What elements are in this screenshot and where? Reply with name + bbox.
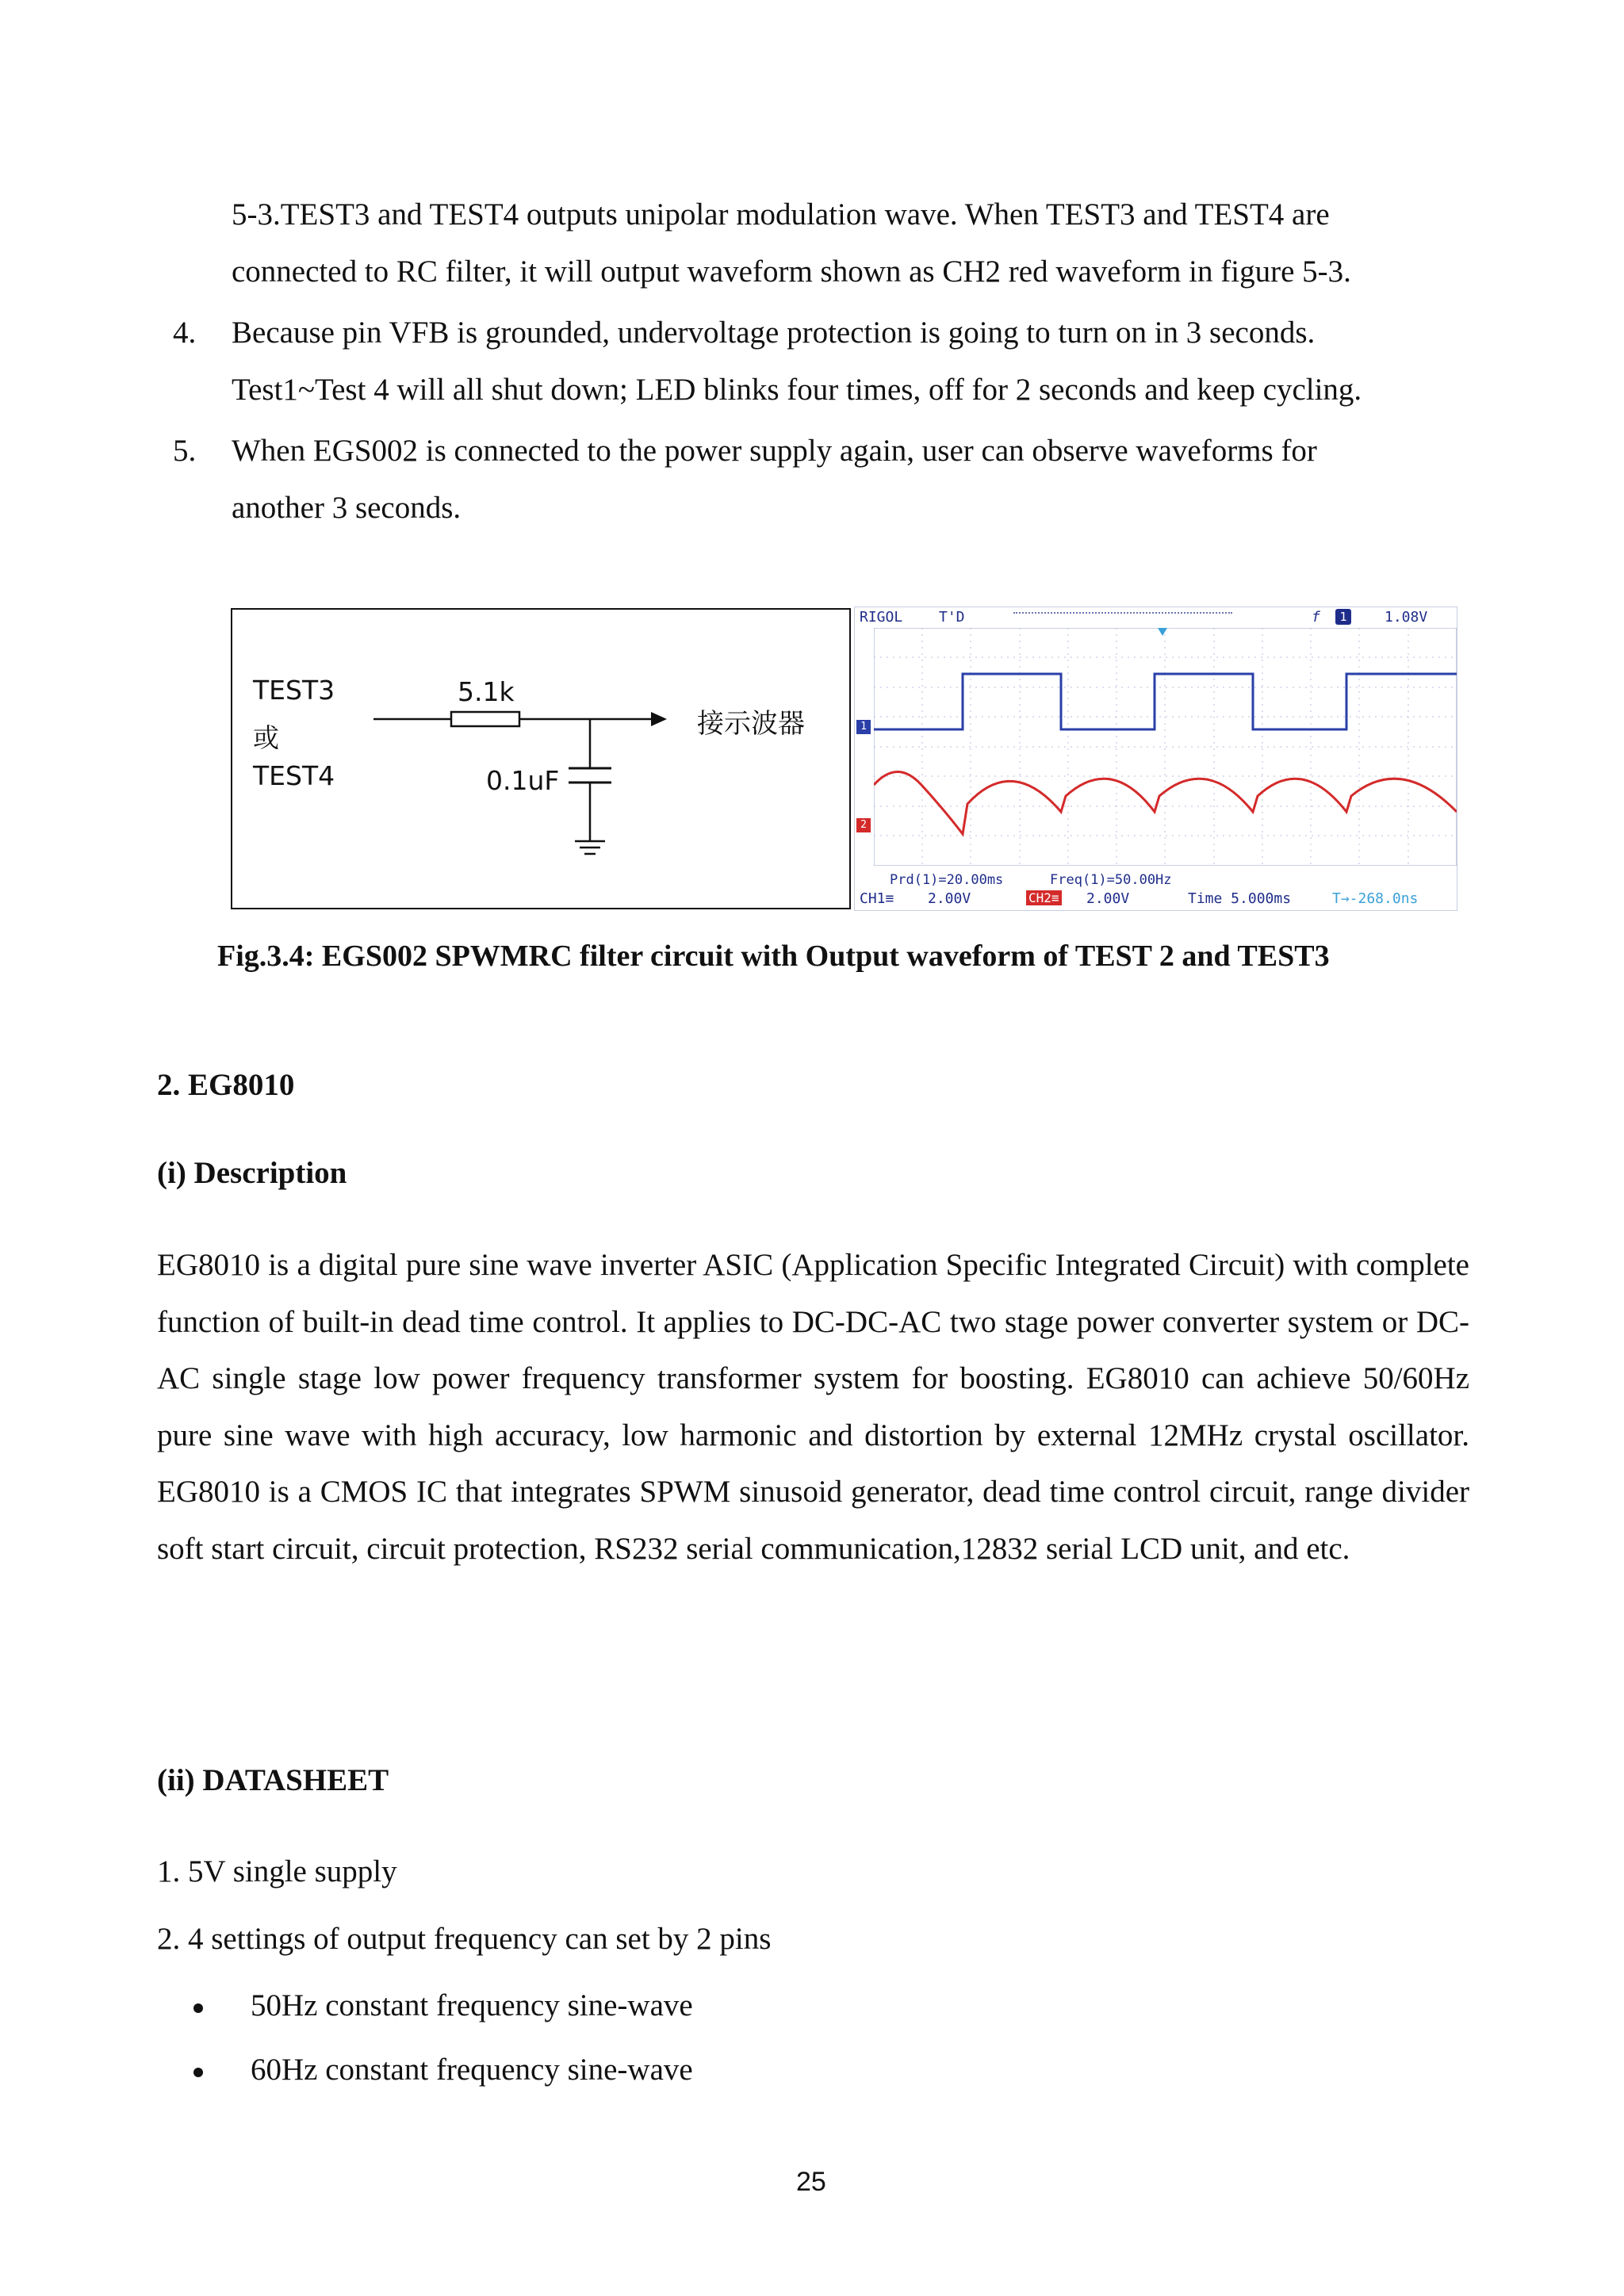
datasheet-item-1: 1. 5V single supply bbox=[157, 1854, 397, 1888]
rc-filter-schematic bbox=[232, 610, 849, 908]
scope-brand: RIGOL bbox=[860, 609, 903, 626]
scope-trigger-edge: f bbox=[1312, 609, 1320, 626]
oscilloscope-screenshot bbox=[854, 607, 1457, 911]
bullet-item-2: 60Hz constant frequency sine-wave bbox=[251, 2053, 693, 2087]
list-item-5-line-2: another 3 seconds. bbox=[232, 491, 462, 525]
page-number: 25 bbox=[796, 2167, 826, 2197]
ch2-label: CH2≡ bbox=[1026, 890, 1062, 905]
period-readout: Prd(1)=20.00ms bbox=[890, 872, 1004, 888]
ch1-scale: 2.00V bbox=[928, 890, 971, 907]
circuit-diagram-box bbox=[231, 608, 851, 909]
circuit-input-label-test4: TEST4 bbox=[253, 760, 335, 791]
trigger-offset-readout: T→-268.0ns bbox=[1332, 890, 1419, 907]
timebase-readout: Time 5.000ms bbox=[1188, 890, 1292, 907]
capacitor-value-label: 0.1uF bbox=[486, 765, 560, 796]
section-title: 2. EG8010 bbox=[157, 1068, 295, 1102]
intro-line-2: connected to RC filter, it will output waveform shown as CH2 red waveform in figure 5-3. bbox=[232, 254, 1351, 289]
ch2-scale: 2.00V bbox=[1086, 890, 1130, 907]
list-item-4-line-1: Because pin VFB is grounded, undervoltage protection is going to turn on in 3 seconds. bbox=[232, 316, 1316, 350]
bullet-item-1: 50Hz constant frequency sine-wave bbox=[251, 1988, 693, 2022]
figure-caption: Fig.3.4: EGS002 SPWMRC filter circuit with Output waveform of TEST 2 and TEST3 bbox=[217, 939, 1330, 973]
bullet-dot-1 bbox=[193, 2003, 203, 2013]
circuit-input-label-test3: TEST3 bbox=[253, 675, 335, 706]
scope-trigger-level: 1.08V bbox=[1385, 609, 1428, 626]
scope-trigger-channel-badge: 1 bbox=[1335, 609, 1351, 625]
resistor-symbol bbox=[451, 712, 519, 726]
circuit-input-label-or: 或 bbox=[253, 722, 279, 753]
ch1-label: CH1≡ bbox=[860, 890, 894, 907]
list-item-4-line-2: Test1~Test 4 will all shut down; LED blinks four times, off for 2 seconds and keep cycling. bbox=[232, 373, 1362, 407]
datasheet-item-2: 2. 4 settings of output frequency can set by 2 pins bbox=[157, 1922, 772, 1956]
ch1-ground-marker: 1 bbox=[856, 720, 871, 734]
resistor-value-label: 5.1k bbox=[458, 676, 515, 707]
list-number-4: 4. bbox=[173, 316, 197, 350]
intro-line-1: 5-3.TEST3 and TEST4 outputs unipolar modulation wave. When TEST3 and TEST4 are bbox=[232, 197, 1330, 232]
scope-memory-bar bbox=[1013, 612, 1232, 625]
subsection-datasheet-title: (ii) DATASHEET bbox=[157, 1763, 389, 1797]
frequency-readout: Freq(1)=50.00Hz bbox=[1050, 872, 1172, 888]
scope-trace-area bbox=[874, 628, 1457, 866]
oscilloscope-connection-label: 接示波器 bbox=[697, 708, 805, 740]
description-paragraph: EG8010 is a digital pure sine wave inverter ASIC (Application Specific Integrated Circuit) with complete function of built-in dead time control. It applies to DC-DC-AC two stage power converter system or DC-AC single stage low power frequency transformer system for boosting. EG8010 can achieve 50/60Hz pure sine wave with high accuracy, low harmonic and distortion by external 12MHz crystal oscillator. EG8010 is a CMOS IC that integrates SPWM sinusoid generator, dead time control circuit, range divider soft start circuit, circuit protection, RS232 serial communication,12832 serial LCD unit, and etc. bbox=[157, 1248, 1469, 1566]
bullet-dot-2 bbox=[193, 2068, 203, 2077]
list-number-5: 5. bbox=[173, 434, 197, 468]
scope-mode: T'D bbox=[939, 609, 965, 626]
subsection-description-title: (i) Description bbox=[157, 1156, 347, 1190]
output-arrow bbox=[651, 712, 667, 726]
list-item-5-line-1: When EGS002 is connected to the power supply again, user can observe waveforms for bbox=[232, 434, 1317, 468]
ch2-ground-marker: 2 bbox=[856, 818, 871, 832]
